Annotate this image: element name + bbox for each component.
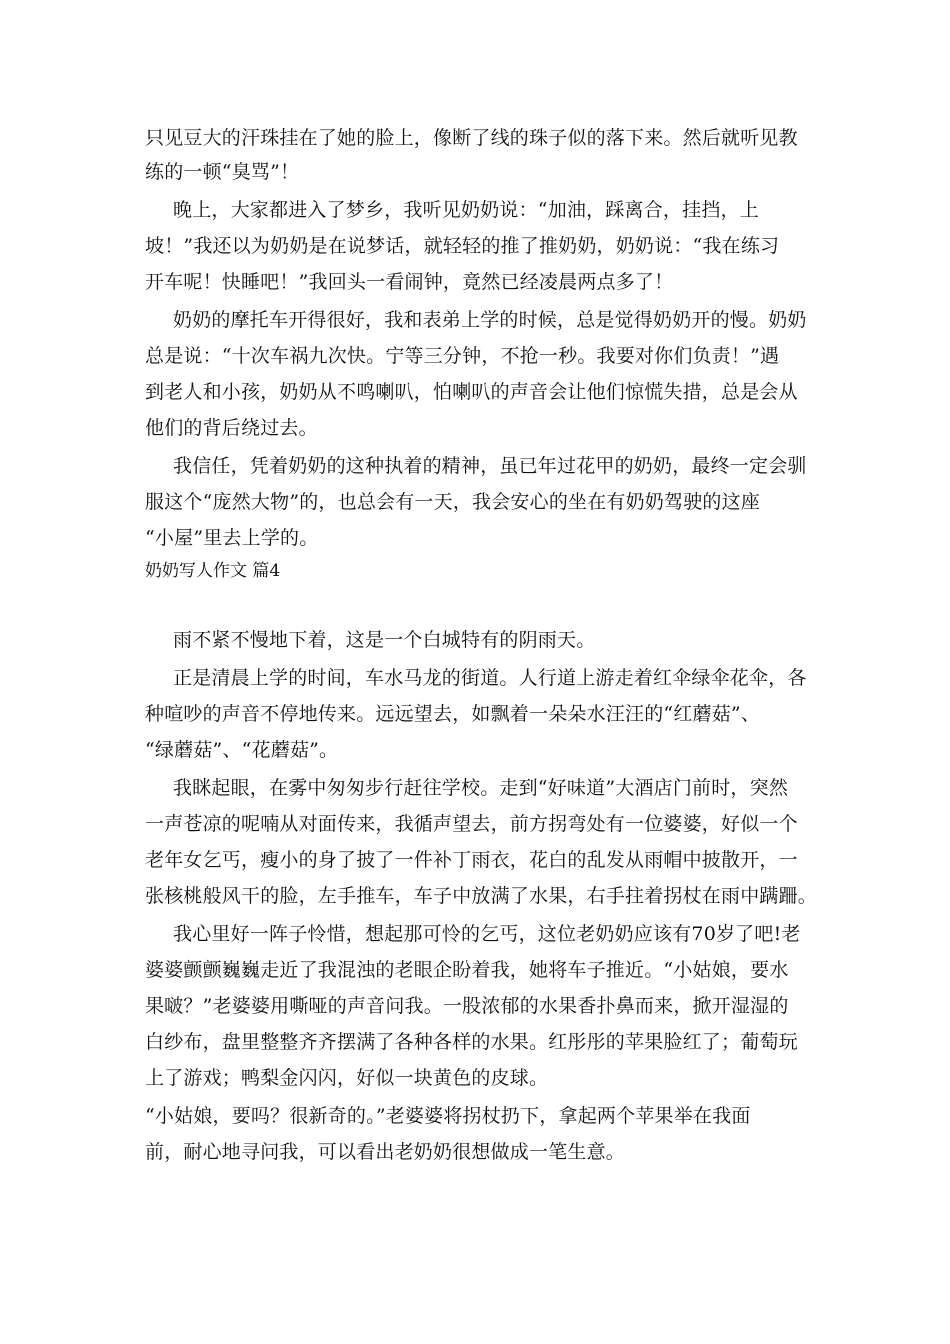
text-line: 正是清晨上学的时间，车水马龙的街道。人行道上游走着红伞绿伞花伞，各 [173,667,807,689]
text-line: 服这个“庞然大物”的，也总会有一天，我会安心的坐在有奶奶驾驶的这座 [145,491,761,513]
text-line: 总是说：“十次车祸九次快。宁等三分钟，不抢一秒。我要对你们负责！”遇 [145,345,780,367]
text-line: 只见豆大的汗珠挂在了她的脸上，像断了线的珠子似的落下来。然后就听见教 [145,127,798,149]
text-line: “绿蘑菇”、“花蘑菇”。 [145,739,339,761]
text-line: 练的一顿“臭骂”！ [145,161,300,183]
text-line: 张核桃般风干的脸，左手推车，车子中放满了水果，右手拄着拐杖在雨中蹒跚。 [145,885,818,907]
text-line: 一声苍凉的呢喃从对面传来，我循声望去，前方拐弯处有一位婆婆，好似一个 [145,813,798,835]
text-line: 果啵？”老婆婆用嘶哑的声音问我。一股浓郁的水果香扑鼻而来，掀开湿湿的 [145,995,789,1017]
text-line: 我眯起眼，在雾中匆匆步行赶往学校。走到“好味道”大酒店门前时，突然 [173,777,789,799]
text-line: 婆婆颤颤巍巍走近了我混浊的老眼企盼着我，她将车子推近。“小姑娘，要水 [145,959,789,981]
text-line: 奶奶的摩托车开得很好，我和表弟上学的时候，总是觉得奶奶开的慢。奶奶 [173,309,807,331]
text-line: “小姑娘，要吗？很新奇的。”老婆婆将拐杖扔下，拿起两个苹果举在我面 [145,1105,751,1127]
section-heading: 奶奶写人作文 篇4 [145,561,281,581]
text-line: 种喧吵的声音不停地传来。远远望去，如飘着一朵朵水汪汪的“红蘑菇”、 [145,703,761,725]
text-line: 雨不紧不慢地下着，这是一个白城特有的阴雨天。 [173,629,596,651]
text-line: 晚上，大家都进入了梦乡，我听见奶奶说：“加油，踩离合，挂挡，上 [173,199,759,221]
text-line: 前，耐心地寻问我，可以看出老奶奶很想做成一笔生意。 [145,1141,626,1163]
text-line: “小屋”里去上学的。 [145,527,319,549]
text-line: 坡！”我还以为奶奶是在说梦话，就轻轻的推了推奶奶，奶奶说：“我在练习 [145,235,780,257]
text-line: 到老人和小孩，奶奶从不鸣喇叭，怕喇叭的声音会让他们惊慌失措，总是会从 [145,381,798,403]
text-line: 上了游戏；鸭梨金闪闪，好似一块黄色的皮球。 [145,1067,549,1089]
text-line: 我信任，凭着奶奶的这种执着的精神，虽已年过花甲的奶奶，最终一定会驯 [173,455,807,477]
text-line: 白纱布，盘里整整齐齐摆满了各种各样的水果。红彤彤的苹果脸红了；葡萄玩 [145,1031,798,1053]
text-line: 他们的背后绕过去。 [145,417,318,439]
text-line: 开车呢！快睡吧！”我回头一看闹钟，竟然已经凌晨两点多了！ [145,271,674,293]
text-line: 老年女乞丐，瘦小的身了披了一件补丁雨衣，花白的乱发从雨帽中披散开，一 [145,849,798,871]
text-line: 我心里好一阵子怜惜，想起那可怜的乞丐，这位老奶奶应该有70岁了吧!老 [173,923,801,945]
